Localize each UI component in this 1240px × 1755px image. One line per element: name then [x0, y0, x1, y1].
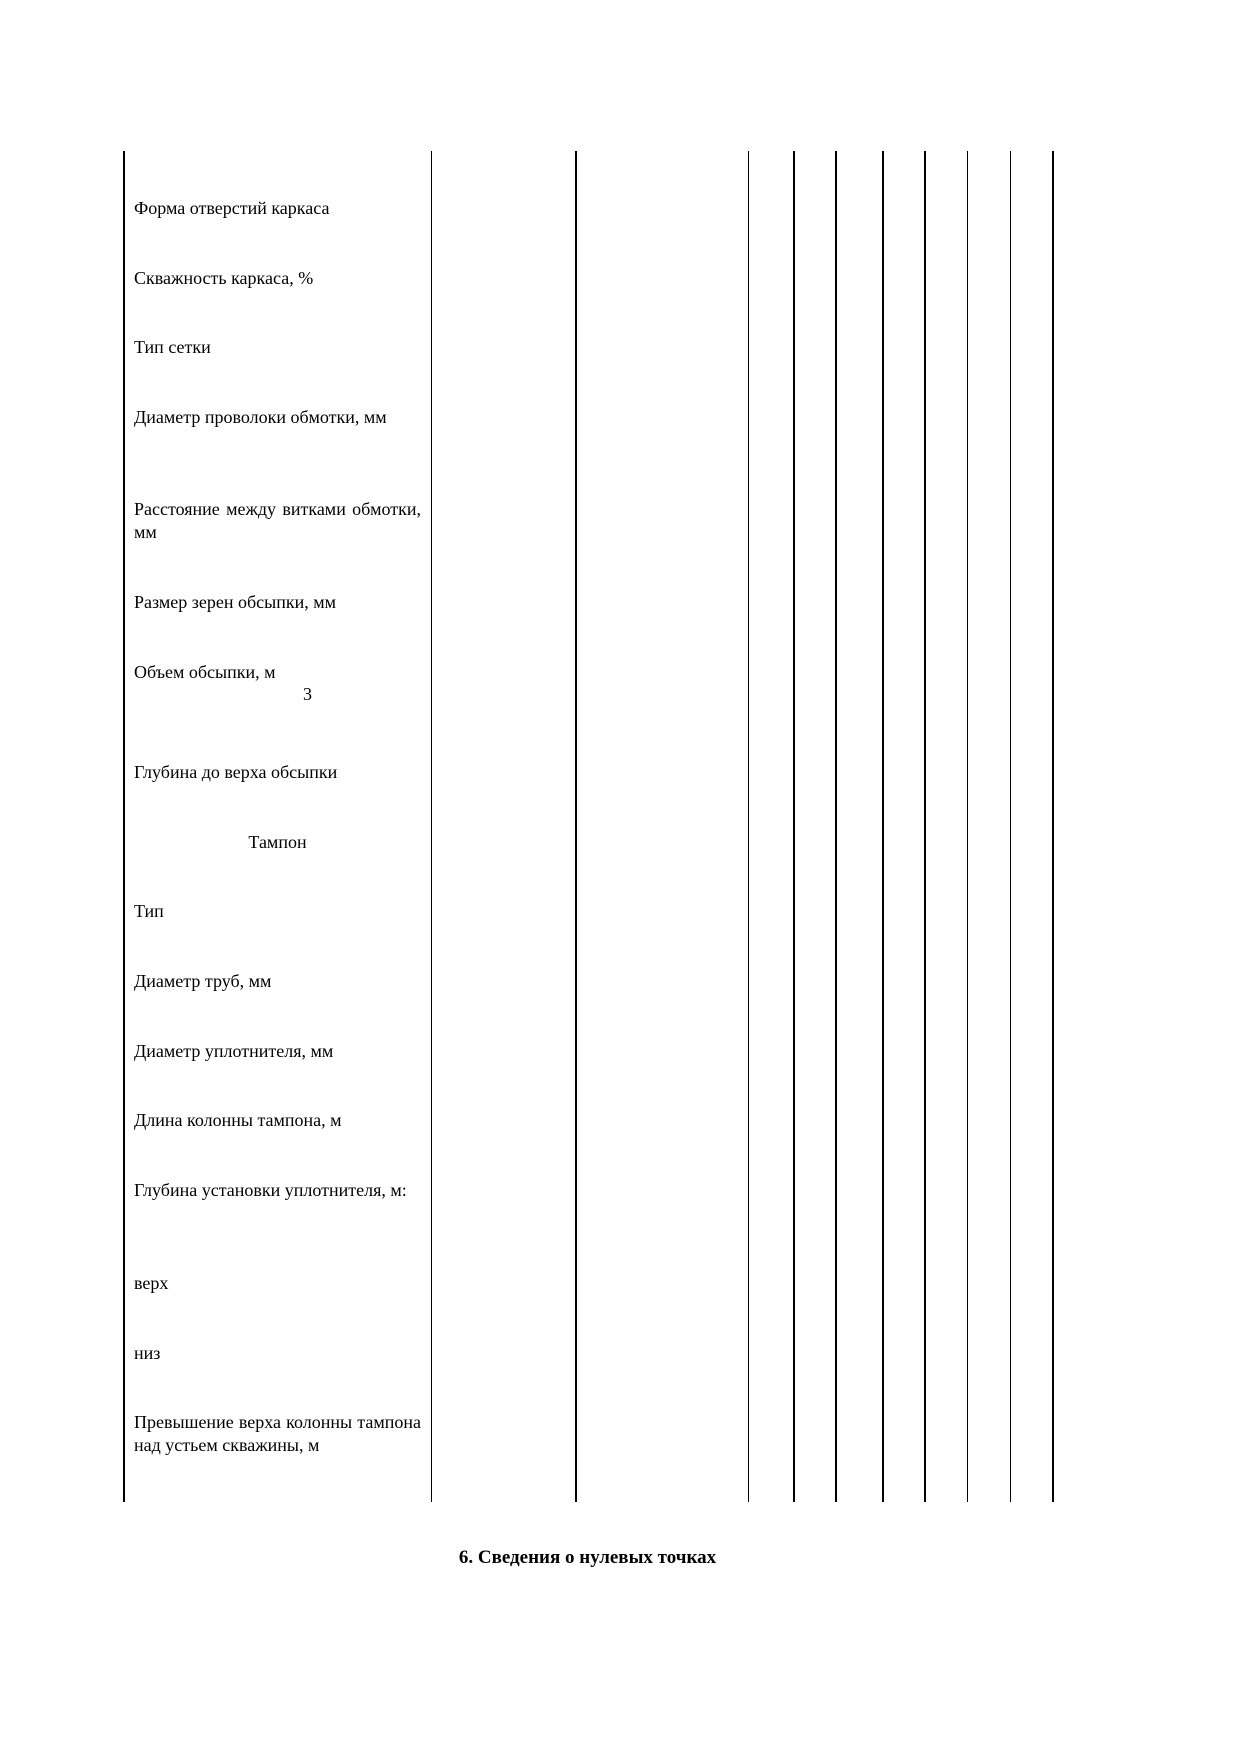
row-label-gravel-volume: [134, 661, 421, 684]
table-column-divider: [748, 151, 749, 1502]
row-label-packer-column-length: Длина колонны тампона, м: [134, 1110, 342, 1130]
table-column-divider: [882, 151, 884, 1502]
table-column-divider: [575, 151, 577, 1502]
table-column-divider: [431, 151, 432, 1502]
row-label-frame-porosity: Скважность каркаса, %: [134, 268, 314, 288]
row-label-mesh-type: Тип сетки: [134, 337, 211, 357]
table-column-divider: [1010, 151, 1011, 1502]
row-label-wire-diameter: Диаметр проволоки обмотки, мм: [134, 407, 387, 427]
section-heading: 6. Сведения о нулевых точках: [458, 1547, 717, 1568]
row-label-gravel-top-depth: Глубина до верха обсыпки: [134, 762, 338, 782]
table-border-left: [123, 151, 125, 1502]
row-label-packer-type: Тип: [134, 901, 164, 921]
row-label-frame-hole-shape: Форма отверстий каркаса: [134, 198, 330, 218]
table-column-divider: [793, 151, 795, 1502]
table-column-divider: [967, 151, 968, 1502]
row-label-pipe-diameter: Диаметр труб, мм: [134, 971, 272, 991]
row-label-winding-spacing: Расстояние между витками обмотки, мм: [134, 499, 421, 542]
table-column-divider: [835, 151, 837, 1502]
row-label-column-elevation: Превышение верха колонны тампона над устьем скважины, м: [134, 1412, 421, 1455]
row-label-seal-depth-bottom: низ: [134, 1343, 161, 1363]
volume-unit-superscript: 3: [303, 684, 312, 704]
row-label-seal-depth-top: верх: [134, 1273, 169, 1293]
row-label-gravel-size: Размер зерен обсыпки, мм: [134, 592, 336, 612]
row-label-seal-diameter: Диаметр уплотнителя, мм: [134, 1041, 334, 1061]
gravel-volume-text: Объем обсыпки, м: [134, 662, 276, 682]
section-label-packer: Тампон: [248, 832, 307, 852]
table-border-right: [1052, 151, 1054, 1502]
table-column-divider: [924, 151, 926, 1502]
row-label-seal-depth: Глубина установки уплотнителя, м:: [134, 1180, 407, 1200]
